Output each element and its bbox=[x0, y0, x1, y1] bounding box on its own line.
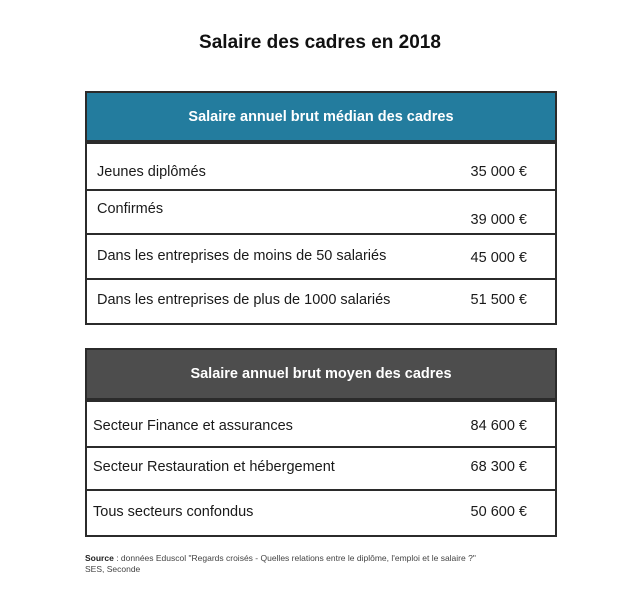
source-text: : données Eduscol "Regards croisés - Quelles relations entre le diplôme, l'emploi et le salaire ?" bbox=[113, 553, 476, 563]
row-label: Confirmés bbox=[97, 201, 164, 217]
table-row bbox=[87, 233, 555, 278]
table-row bbox=[87, 278, 555, 323]
median-salary-table bbox=[85, 91, 557, 325]
average-salary-table bbox=[85, 348, 557, 537]
source-label: Source bbox=[85, 553, 114, 563]
row-label: Dans les entreprises de plus de 1000 salariés bbox=[97, 292, 391, 308]
row-value: 45 000 € bbox=[470, 250, 527, 266]
source-note bbox=[85, 553, 476, 575]
row-value: 35 000 € bbox=[470, 164, 527, 180]
table-row bbox=[87, 400, 555, 446]
table-row bbox=[87, 489, 555, 535]
source-line2: SES, Seconde bbox=[85, 564, 141, 574]
row-value: 50 600 € bbox=[470, 504, 527, 520]
row-label: Dans les entreprises de moins de 50 salariés bbox=[97, 248, 387, 264]
table-row bbox=[87, 142, 555, 189]
row-value: 51 500 € bbox=[470, 292, 527, 308]
row-value: 68 300 € bbox=[470, 459, 527, 475]
table-header: Salaire annuel brut médian des cadres bbox=[87, 93, 555, 142]
page-title: Salaire des cadres en 2018 bbox=[199, 32, 441, 53]
row-label: Jeunes diplômés bbox=[97, 164, 206, 180]
table-row bbox=[87, 446, 555, 489]
row-label: Tous secteurs confondus bbox=[93, 504, 254, 520]
row-value: 84 600 € bbox=[470, 418, 527, 434]
row-label: Secteur Restauration et hébergement bbox=[93, 459, 335, 475]
row-label: Secteur Finance et assurances bbox=[93, 418, 293, 434]
table-header: Salaire annuel brut moyen des cadres bbox=[87, 350, 555, 400]
table-row bbox=[87, 189, 555, 233]
row-value: 39 000 € bbox=[470, 212, 527, 228]
